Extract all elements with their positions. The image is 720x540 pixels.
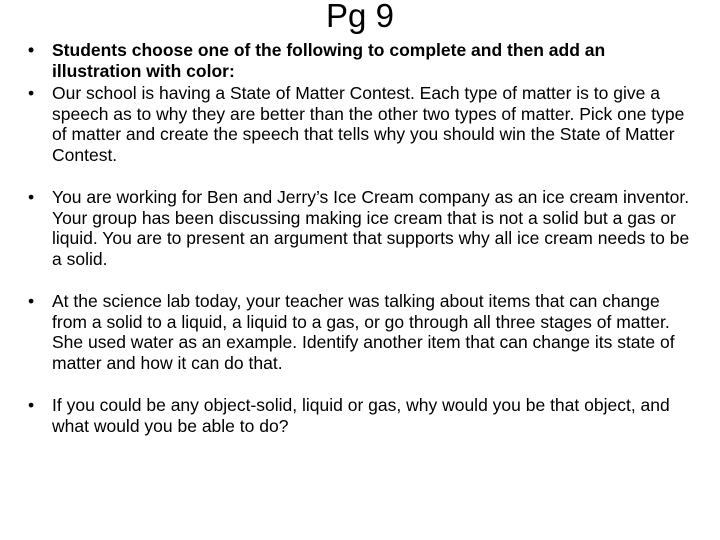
page-title: Pg 9 (326, 0, 394, 34)
bullet-ice-cream-inventor (28, 187, 698, 269)
bullet-dot-icon: • (28, 40, 35, 60)
bullet-dot-icon: • (28, 83, 35, 103)
bullet-text: At the science lab today, your teacher was talking about items that can change from a solid to a liquid, a liquid to a gas, or go through all three stages of matter. She used water as an example. Identify another item that can change its state of matter and how it can do that. (52, 291, 675, 373)
bullet-list (28, 40, 698, 436)
bullet-dot-icon: • (28, 291, 35, 311)
bullet-dot-icon: • (28, 395, 35, 415)
bullet-text: Students choose one of the following to complete and then add an illustration with color: (52, 40, 606, 81)
bullet-text: You are working for Ben and Jerry’s Ice Cream company as an ice cream inventor. Your group has been discussing making ice cream that is not a solid but a gas or liquid. You are to present an argument that supports why all ice cream needs to be a solid. (52, 187, 690, 269)
bullet-instructions (28, 40, 698, 81)
bullet-dot-icon: • (28, 187, 35, 207)
bullet-be-any-object (28, 395, 698, 436)
bullet-science-lab (28, 291, 698, 373)
bullet-state-of-matter-contest (28, 83, 698, 165)
bullet-text: If you could be any object-solid, liquid or gas, why would you be that object, and what would you be able to do? (52, 395, 670, 436)
bullet-text: Our school is having a State of Matter Contest. Each type of matter is to give a speech as to why they are better than the other two types of matter. Pick one type of matter and create the speech that tells why you should win the State of Matter Contest. (52, 83, 685, 165)
